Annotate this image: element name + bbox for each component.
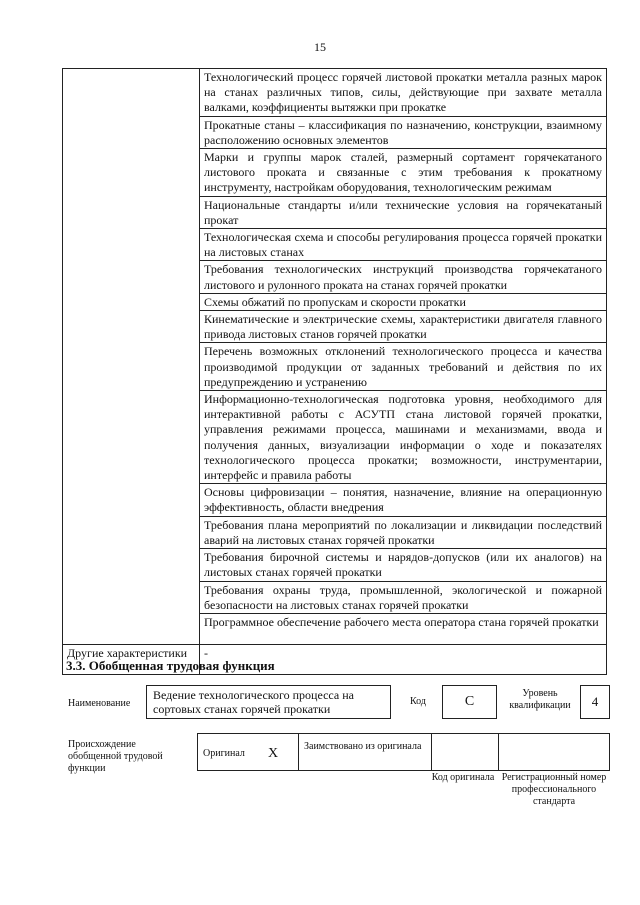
divider: [431, 734, 432, 770]
page-number: 15: [314, 40, 326, 54]
registration-number-caption: Регистрационный номер профессионального стандарта: [501, 772, 607, 807]
empty-label-cell: [63, 69, 200, 645]
origin-label: Происхождение обобщенной трудовой функции: [68, 739, 163, 774]
code-label: Код: [410, 696, 426, 707]
original-mark: X: [268, 746, 279, 761]
table-cell: Требования охраны труда, промышленной, экологической и пожарной безопасности на листовых станах горячей прокатки: [200, 581, 607, 613]
qualification-level-label: Уровень квалификации: [509, 688, 571, 711]
table-cell: Требования плана мероприятий по локализации и ликвидации последствий аварий на листовых станах горячей прокатки: [200, 516, 607, 548]
name-label: Наименование: [68, 698, 131, 709]
origin-table: [197, 733, 610, 771]
divider: [498, 734, 499, 770]
table-cell: Национальные стандарты и/или технические условия на горячекатаный прокат: [200, 196, 607, 228]
requirements-table: [62, 68, 607, 675]
other-characteristics-label: Другие характеристики: [63, 644, 200, 674]
table-cell: Марки и группы марок сталей, размерный сортамент горячекатаного листового проката и связанные с этим требования к прокатному инструменту, настройкам оборудования, технологическим режимам: [200, 149, 607, 197]
table-cell: Кинематические и электрические схемы, характеристики двигателя главного привода листовых станов горячей прокатки: [200, 311, 607, 343]
section-heading: 3.3. Обобщенная трудовая функция: [66, 658, 275, 673]
table-cell: Требования бирочной системы и нарядов-допусков (или их аналогов) на листовых станах горячей прокатки: [200, 549, 607, 581]
function-name-field: Ведение технологического процесса на сортовых станах горячей прокатки: [146, 685, 391, 719]
origin-code-caption: Код оригинала: [431, 772, 495, 783]
table-cell: Перечень возможных отклонений технологического процесса и качества производимой продукции от заданных требований и действия по их предупреждению и устранению: [200, 343, 607, 391]
table-cell: Информационно-технологическая подготовка уровня, необходимого для интерактивной работы с АСУТП стана листовой горячей прокатки, управления режимами процесса, машинами и механизмами, ввода и получения данных, визуализации информации о ходе и показателях технологического процесса прокатки; возможности, инструментарии, интерфейс и правила работы: [200, 391, 607, 484]
table-cell: Прокатные станы – классификация по назначению, конструкции, взаимному расположению основных элементов: [200, 116, 607, 148]
code-field: C: [442, 685, 497, 719]
table-cell: Программное обеспечение рабочего места оператора стана горячей прокатки: [200, 613, 607, 644]
table-row: [63, 69, 607, 117]
table-cell: Требования технологических инструкций производства горячекатаного листового и рулонного проката на станах горячей прокатки: [200, 261, 607, 293]
table-cell: Основы цифровизации – понятия, назначение, влияние на операционную эффективность, области внедрения: [200, 484, 607, 516]
original-label: Оригинал: [203, 748, 245, 759]
table-cell: Схемы обжатий по пропускам и скорости прокатки: [200, 293, 607, 310]
table-cell: Технологическая схема и способы регулирования процесса горячей прокатки на листовых станах: [200, 229, 607, 261]
borrowed-label: Заимствовано из оригинала: [304, 741, 422, 752]
qualification-level-field: 4: [580, 685, 610, 719]
other-characteristics-value: -: [200, 644, 607, 674]
table-cell: Технологический процесс горячей листовой прокатки металла разных марок на станах различных типов, силы, действующие при захвате металла валками, коэффициенты вытяжки при прокатке: [200, 69, 607, 117]
divider: [298, 734, 299, 770]
